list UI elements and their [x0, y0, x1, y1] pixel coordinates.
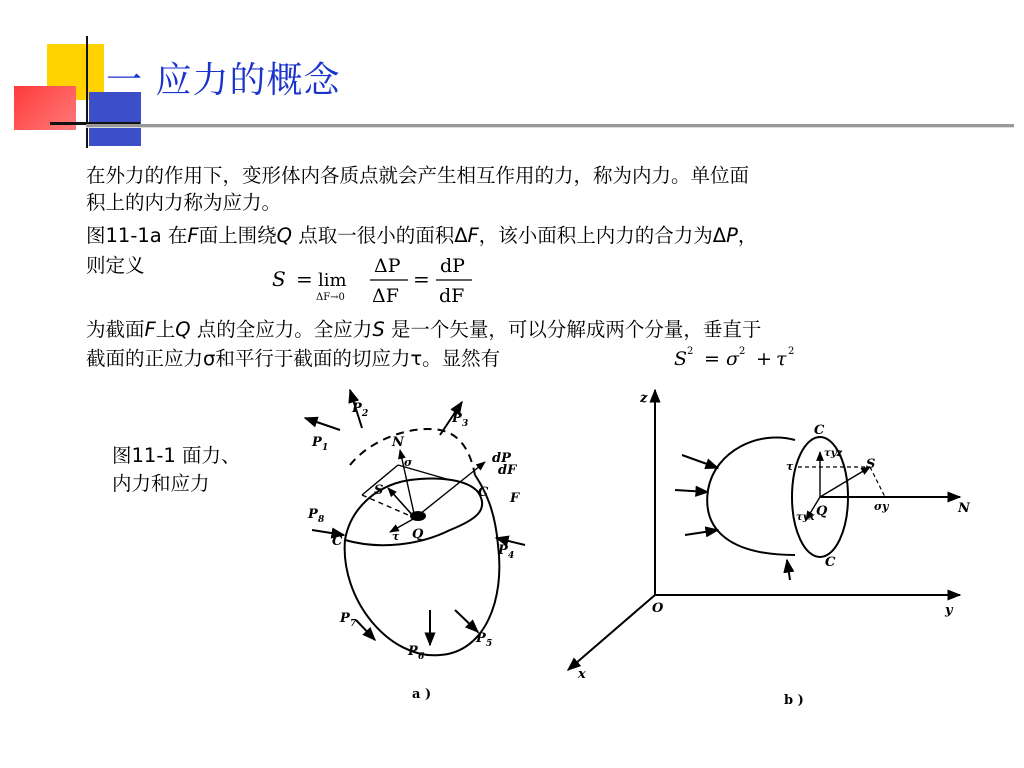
formula-eq1: = — [296, 267, 313, 291]
label-dF: dF — [498, 463, 517, 478]
svg-text:2: 2 — [362, 409, 369, 419]
svg-text:5: 5 — [486, 639, 493, 649]
label-y: y — [945, 603, 953, 618]
svg-text:2: 2 — [739, 346, 746, 357]
body-outline — [345, 475, 500, 655]
paragraph-3-line-2: 截面的正应力σ和平行于截面的切应力τ。显然有 — [86, 347, 501, 370]
label-C-left: C — [332, 534, 343, 549]
formula-lim: lim — [318, 270, 347, 291]
stress-S-arrow — [388, 488, 415, 518]
label-Q-b: Q — [816, 504, 828, 519]
svg-text:τ: τ — [776, 348, 787, 370]
figure-caption — [112, 442, 240, 498]
label-P8: P — [308, 507, 318, 522]
force-b-4 — [787, 560, 790, 580]
svg-text:σ: σ — [726, 348, 739, 370]
force-P5 — [455, 610, 478, 632]
label-P2: P — [352, 401, 362, 416]
label-panel-b: b ) — [784, 693, 804, 708]
stress-square-formula — [672, 343, 812, 371]
label-F: F — [510, 491, 520, 506]
paragraph-3-line-1: 为截面F上Q 点的全应力。全应力S 是一个矢量，可以分解成两个分量，垂直于 — [86, 318, 762, 341]
stress-limit-formula — [270, 250, 480, 310]
label-sigma: σ — [404, 456, 413, 469]
body-b-outline — [707, 437, 795, 555]
svg-text:2: 2 — [687, 346, 694, 357]
force-b-3 — [685, 530, 718, 535]
title-underline-shadow — [86, 127, 1014, 128]
label-x: x — [578, 667, 586, 682]
formula-eq2: = — [413, 267, 430, 291]
figure-b-labels — [577, 391, 971, 708]
point-Q — [411, 512, 425, 520]
svg-text:3: 3 — [462, 419, 469, 429]
paragraph-2-line-2: 则定义 — [86, 254, 145, 277]
paragraph-1-line-2: 积上的内力称为应力。 — [86, 191, 282, 214]
force-b-1 — [682, 455, 718, 468]
label-z: z — [640, 391, 648, 406]
label-Q: Q — [412, 527, 424, 542]
label-panel-a: a ) — [412, 687, 432, 702]
label-sigma-y: σy — [874, 500, 889, 513]
svg-text:4: 4 — [508, 551, 515, 561]
paragraph-1-line-1: 在外力的作用下，变形体内各质点就会产生相互作用的力，称为内力。单位面 — [86, 164, 750, 187]
label-C-top: C — [814, 423, 825, 438]
dP-arrow — [415, 462, 485, 518]
svg-text:6: 6 — [418, 652, 425, 662]
label-C-bottom: C — [825, 555, 836, 570]
label-P4: P — [498, 543, 508, 558]
label-P5: P — [476, 631, 486, 646]
formula-den1: ΔF — [372, 285, 399, 307]
label-P7: P — [340, 611, 350, 626]
svg-text:2: 2 — [788, 346, 795, 357]
label-S-b: S — [866, 457, 876, 472]
label-P3: P — [452, 411, 462, 426]
svg-text:+: + — [756, 348, 772, 370]
formula-num1: ΔP — [374, 255, 401, 277]
label-C-right: C — [478, 485, 489, 500]
figure-caption-line-1: 图11-1 面力、 — [112, 444, 241, 467]
force-b-2 — [675, 490, 708, 492]
label-P1: P — [312, 435, 322, 450]
label-N: N — [392, 435, 404, 450]
svg-text:8: 8 — [318, 515, 325, 525]
decor-vertical-line — [86, 36, 88, 148]
svg-text:7: 7 — [350, 619, 357, 629]
paragraph-2-line-1: 图11-1a 在F面上围绕Q 点取一很小的面积ΔF，该小面积上内力的合力为ΔP， — [86, 224, 758, 247]
slide-title: 一 应力的概念 — [106, 60, 341, 101]
removed-part-dashed — [350, 429, 475, 475]
svg-text:S: S — [674, 348, 688, 370]
figure-b — [568, 390, 960, 670]
label-tau-yx: τyx — [796, 512, 815, 523]
label-tau-yz: τyz — [824, 448, 843, 459]
formula-num2: dP — [440, 255, 465, 277]
label-N-b: N — [958, 501, 970, 516]
formula-lim-sub: ΔF→0 — [316, 292, 345, 303]
label-tau-b: τ — [786, 460, 794, 473]
figure-a-labels — [307, 401, 520, 702]
axis-x — [568, 595, 655, 670]
label-S: S — [374, 483, 384, 498]
figure-caption-line-2: 内力和应力 — [112, 472, 210, 495]
label-tau: τ — [392, 530, 400, 543]
label-P6: P — [408, 644, 418, 659]
force-P1 — [305, 418, 340, 430]
figure-a — [305, 390, 525, 655]
label-O: O — [652, 601, 664, 616]
formula-S: S — [272, 267, 286, 291]
svg-text:1: 1 — [322, 443, 329, 453]
svg-text:=: = — [704, 348, 720, 370]
stress-figure — [300, 370, 974, 710]
formula-den2: dF — [439, 285, 465, 307]
label-dP: dP — [492, 451, 511, 466]
